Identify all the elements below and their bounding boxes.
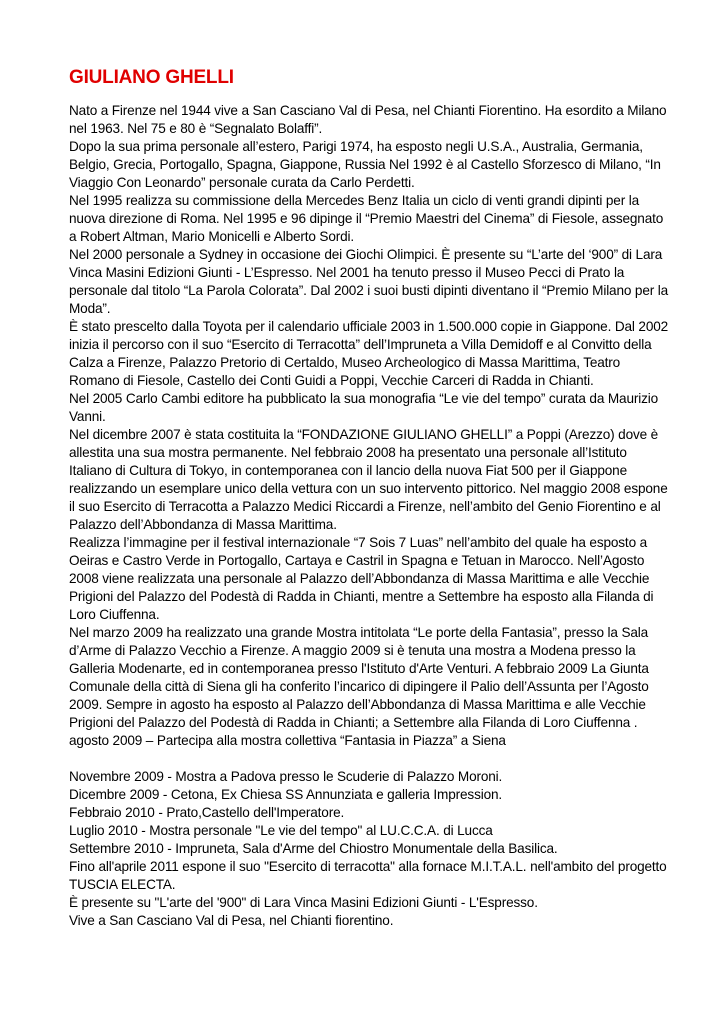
timeline-entry: Dicembre 2009 - Cetona, Ex Chiesa SS Annunziata e galleria Impression. (69, 787, 503, 802)
paragraph: Nel dicembre 2007 è stata costituita la “FONDAZIONE GIULIANO GHELLI” a Poppi (Arezzo) dove è allestita una sua mostra permanente. Nel febbraio 2008 ha presentato una personale all’Istituto Italiano di Cultura di Tokyo, in contemporanea con il lancio della nuova Fiat 500 per il Giappone realizzando un esemplare unico della vettura con un suo intervento pittorico. Nel maggio 2008 espone il suo Esercito di Terracotta a Palazzo Medici Riccardi a Firenze, nell’ambito del Genio Fiorentino e al Palazzo dell’Abbondanza di Massa Marittima. (69, 427, 668, 532)
paragraph: Nel 2000 personale a Sydney in occasione dei Giochi Olimpici. È presente su “L’arte del ‘900” di Lara Vinca Masini Edizioni Giunti - L’Espresso. Nel 2001 ha tenuto presso il Museo Pecci di Prato la personale dal titolo “La Parola Colorata”. Dal 2002 i suoi busti dipinti diventano il “Premio Milano per la Moda”. (69, 247, 669, 316)
timeline-entry: È presente su "L'arte del '900" di Lara Vinca Masini Edizioni Giunti - L'Espresso. (69, 895, 538, 910)
timeline-entry: Fino all'aprile 2011 espone il suo "Esercito di terracotta" alla fornace M.I.T.A.L. nell'ambito del progetto TUSCIA ELECTA. (69, 859, 667, 892)
timeline-entry: Settembre 2010 - Impruneta, Sala d'Arme del Chiostro Monumentale della Basilica. (69, 841, 558, 856)
paragraph: Nel 2005 Carlo Cambi editore ha pubblicato la sua monografia “Le vie del tempo” curata da Maurizio Vanni. (69, 391, 659, 424)
paragraph: È stato prescelto dalla Toyota per il calendario ufficiale 2003 in 1.500.000 copie in Giappone. Dal 2002 inizia il percorso con il suo “Esercito di Terracotta” dell’Impruneta a Villa Demidoff e al Convitto della Calza a Firenze, Palazzo Pretorio di Certaldo, Museo Archeologico di Massa Marittima, Teatro Romano di Fiesole, Castello dei Conti Guidi a Poppi, Vecchie Carceri di Radda in Chianti. (69, 319, 669, 388)
blank-line (69, 750, 669, 768)
paragraph: agosto 2009 – Partecipa alla mostra collettiva “Fantasia in Piazza” a Siena (69, 733, 506, 748)
paragraph: Realizza l’immagine per il festival internazionale “7 Sois 7 Luas” nell’ambito del quale ha esposto a Oeiras e Castro Verde in Portogallo, Cartaya e Castril in Spagna e Tetuan in Marocco. Nell’Agosto 2008 viene realizzata una personale al Palazzo dell’Abbondanza di Massa Marittima e alle Vecchie Prigioni del Palazzo del Podestà di Radda in Chianti, mentre a Settembre ha esposto alla Filanda di Loro Ciuffenna. (69, 535, 654, 622)
paragraph: Nel marzo 2009 ha realizzato una grande Mostra intitolata “Le porte della Fantasia”, presso la Sala d’Arme di Palazzo Vecchio a Firenze. A maggio 2009 si è tenuta una mostra a Modena presso la Galleria Modenarte, ed in contemporanea presso l'Istituto d'Arte Venturi. A febbraio 2009 La Giunta Comunale della città di Siena gli ha conferito l’incarico di dipingere il Palio dell’Assunta per l’Agosto 2009. Sempre in agosto ha esposto al Palazzo dell’Abbondanza di Massa Marittima e alle Vecchie Prigioni del Palazzo del Podestà di Radda in Chianti; a Settembre alla Filanda di Loro Ciuffenna . (69, 625, 649, 730)
timeline-entry: Luglio 2010 - Mostra personale "Le vie del tempo" al LU.C.C.A. di Lucca (69, 823, 493, 838)
timeline-entry: Vive a San Casciano Val di Pesa, nel Chianti fiorentino. (69, 913, 394, 928)
biography-body (69, 102, 669, 930)
timeline-entry: Febbraio 2010 - Prato,Castello dell'Imperatore. (69, 805, 345, 820)
paragraph: Dopo la sua prima personale all’estero, Parigi 1974, ha esposto negli U.S.A., Australia, Germania, Belgio, Grecia, Portogallo, Spagna, Giappone, Russia Nel 1992 è al Castello Sforzesco di Milano, “In Viaggio Con Leonardo” personale curata da Carlo Perdetti. (69, 139, 661, 190)
document-title: GIULIANO GHELLI (69, 67, 234, 88)
timeline-entry: Novembre 2009 - Mostra a Padova presso le Scuderie di Palazzo Moroni. (69, 769, 503, 784)
paragraph: Nato a Firenze nel 1944 vive a San Casciano Val di Pesa, nel Chianti Fiorentino. Ha esordito a Milano nel 1963. Nel 75 e 80 è “Segnalato Bolaffi”. (69, 103, 667, 136)
document-page (69, 66, 669, 930)
paragraph: Nel 1995 realizza su commissione della Mercedes Benz Italia un ciclo di venti grandi dipinti per la nuova direzione di Roma. Nel 1995 e 96 dipinge il “Premio Maestri del Cinema” di Fiesole, assegnato a Robert Altman, Mario Monicelli e Alberto Sordi. (69, 193, 664, 244)
